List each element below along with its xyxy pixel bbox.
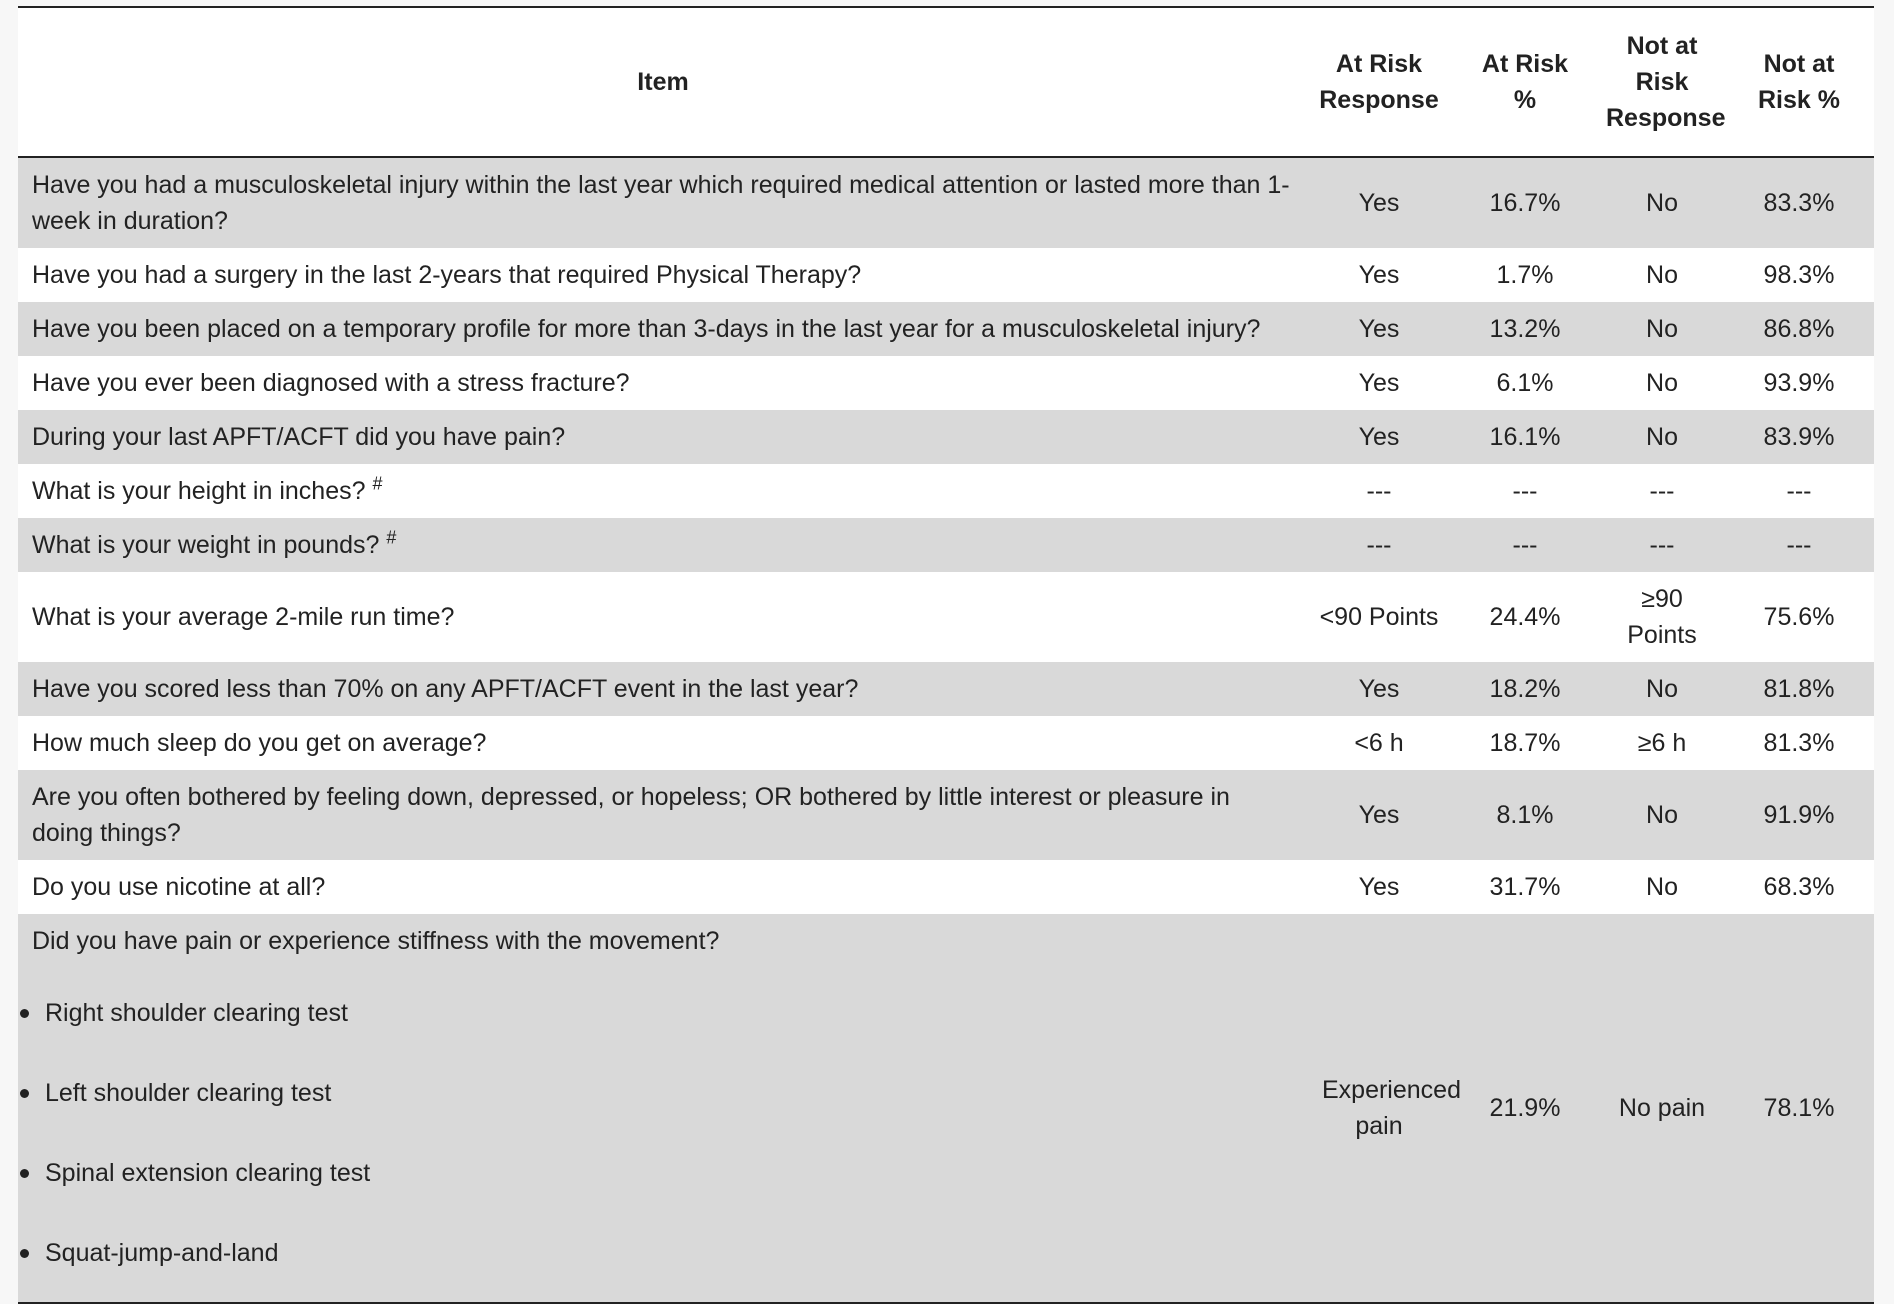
list-item bbox=[20, 1133, 1294, 1213]
cell-at-risk-pct: 13.2% bbox=[1450, 302, 1600, 356]
table-row bbox=[18, 248, 1874, 302]
list-item bbox=[20, 1053, 1294, 1133]
cell-item: During your last APFT/ACFT did you have pain? bbox=[18, 410, 1308, 464]
cell-not-at-risk-response: ≥90 Points bbox=[1600, 572, 1724, 662]
cell-at-risk-response: Experienced pain bbox=[1308, 914, 1450, 1303]
cell-item: Have you had a surgery in the last 2-years that required Physical Therapy? bbox=[18, 248, 1308, 302]
cell-not-at-risk-pct: 68.3% bbox=[1724, 860, 1874, 914]
cell-not-at-risk-response: --- bbox=[1600, 464, 1724, 518]
sub-item-list bbox=[32, 973, 1294, 1293]
sub-item-label: Right shoulder clearing test bbox=[45, 999, 348, 1027]
cell-at-risk-response: Yes bbox=[1308, 157, 1450, 248]
cell-at-risk-pct: 24.4% bbox=[1450, 572, 1600, 662]
cell-not-at-risk-pct: 81.8% bbox=[1724, 662, 1874, 716]
cell-at-risk-response: --- bbox=[1308, 464, 1450, 518]
cell-item bbox=[18, 914, 1308, 1303]
table-row bbox=[18, 770, 1874, 860]
item-text: Did you have pain or experience stiffness with the movement? bbox=[32, 927, 720, 955]
cell-not-at-risk-response: No bbox=[1600, 356, 1724, 410]
cell-not-at-risk-pct: 98.3% bbox=[1724, 248, 1874, 302]
header-item: Item bbox=[18, 7, 1308, 157]
cell-at-risk-pct: 16.1% bbox=[1450, 410, 1600, 464]
cell-not-at-risk-response: No bbox=[1600, 662, 1724, 716]
cell-item: How much sleep do you get on average? bbox=[18, 716, 1308, 770]
bullet-icon bbox=[20, 1009, 29, 1018]
item-text: What is your weight in pounds? bbox=[32, 531, 380, 559]
cell-not-at-risk-response: No bbox=[1600, 770, 1724, 860]
cell-at-risk-pct: 31.7% bbox=[1450, 860, 1600, 914]
cell-at-risk-pct: --- bbox=[1450, 464, 1600, 518]
list-item bbox=[20, 1213, 1294, 1293]
cell-at-risk-pct: 1.7% bbox=[1450, 248, 1600, 302]
bullet-icon bbox=[20, 1249, 29, 1258]
cell-item: Have you been placed on a temporary profile for more than 3-days in the last year for a musculoskeletal injury? bbox=[18, 302, 1308, 356]
header-not-at-risk-response: Not at Risk Response bbox=[1600, 7, 1724, 157]
cell-item: Have you scored less than 70% on any APFT/ACFT event in the last year? bbox=[18, 662, 1308, 716]
table-row bbox=[18, 302, 1874, 356]
cell-not-at-risk-response: No bbox=[1600, 157, 1724, 248]
risk-table-container bbox=[18, 6, 1874, 1304]
sub-item-label: Squat-jump-and-land bbox=[45, 1239, 279, 1267]
cell-at-risk-response: --- bbox=[1308, 518, 1450, 572]
cell-not-at-risk-pct: 83.3% bbox=[1724, 157, 1874, 248]
table-row bbox=[18, 716, 1874, 770]
cell-not-at-risk-pct: 83.9% bbox=[1724, 410, 1874, 464]
cell-item: Are you often bothered by feeling down, depressed, or hopeless; OR bothered by little interest or pleasure in doing things? bbox=[18, 770, 1308, 860]
cell-not-at-risk-pct: 78.1% bbox=[1724, 914, 1874, 1303]
header-row bbox=[18, 7, 1874, 157]
bullet-icon bbox=[20, 1169, 29, 1178]
cell-at-risk-pct: 16.7% bbox=[1450, 157, 1600, 248]
cell-not-at-risk-response: No bbox=[1600, 410, 1724, 464]
cell-not-at-risk-response: No bbox=[1600, 860, 1724, 914]
table-row bbox=[18, 464, 1874, 518]
cell-item bbox=[18, 464, 1308, 518]
cell-not-at-risk-response: No bbox=[1600, 302, 1724, 356]
cell-at-risk-response: Yes bbox=[1308, 248, 1450, 302]
header-at-risk-response: At Risk Response bbox=[1308, 7, 1450, 157]
header-at-risk-pct: At Risk % bbox=[1450, 7, 1600, 157]
table-row bbox=[18, 157, 1874, 248]
cell-at-risk-response: Yes bbox=[1308, 302, 1450, 356]
list-item bbox=[20, 973, 1294, 1053]
table-row bbox=[18, 662, 1874, 716]
cell-not-at-risk-pct: 75.6% bbox=[1724, 572, 1874, 662]
sub-item-label: Spinal extension clearing test bbox=[45, 1159, 371, 1187]
item-text: What is your height in inches? bbox=[32, 477, 366, 505]
cell-not-at-risk-pct: 86.8% bbox=[1724, 302, 1874, 356]
table-row bbox=[18, 572, 1874, 662]
cell-item: Have you ever been diagnosed with a stress fracture? bbox=[18, 356, 1308, 410]
cell-at-risk-pct: 8.1% bbox=[1450, 770, 1600, 860]
cell-at-risk-pct: 6.1% bbox=[1450, 356, 1600, 410]
cell-not-at-risk-pct: --- bbox=[1724, 464, 1874, 518]
cell-at-risk-response: Yes bbox=[1308, 356, 1450, 410]
cell-not-at-risk-response: --- bbox=[1600, 518, 1724, 572]
cell-item: Have you had a musculoskeletal injury within the last year which required medical attention or lasted more than 1-week in duration? bbox=[18, 157, 1308, 248]
cell-not-at-risk-response: No bbox=[1600, 248, 1724, 302]
cell-not-at-risk-response: ≥6 h bbox=[1600, 716, 1724, 770]
risk-table bbox=[18, 6, 1874, 1304]
cell-at-risk-response: <6 h bbox=[1308, 716, 1450, 770]
cell-at-risk-pct: 18.2% bbox=[1450, 662, 1600, 716]
header-not-at-risk-pct: Not at Risk % bbox=[1724, 7, 1874, 157]
cell-not-at-risk-pct: 91.9% bbox=[1724, 770, 1874, 860]
cell-not-at-risk-pct: 93.9% bbox=[1724, 356, 1874, 410]
cell-at-risk-response: Yes bbox=[1308, 860, 1450, 914]
table-row bbox=[18, 518, 1874, 572]
footnote-marker: # bbox=[372, 473, 383, 494]
cell-at-risk-response: Yes bbox=[1308, 410, 1450, 464]
table-row bbox=[18, 860, 1874, 914]
table-row bbox=[18, 356, 1874, 410]
cell-not-at-risk-pct: --- bbox=[1724, 518, 1874, 572]
bullet-icon bbox=[20, 1089, 29, 1098]
cell-item bbox=[18, 518, 1308, 572]
cell-not-at-risk-pct: 81.3% bbox=[1724, 716, 1874, 770]
cell-item: What is your average 2-mile run time? bbox=[18, 572, 1308, 662]
cell-at-risk-pct: 18.7% bbox=[1450, 716, 1600, 770]
cell-not-at-risk-response: No pain bbox=[1600, 914, 1724, 1303]
table-row-movement bbox=[18, 914, 1874, 1303]
sub-item-label: Left shoulder clearing test bbox=[45, 1079, 332, 1107]
cell-at-risk-response: <90 Points bbox=[1308, 572, 1450, 662]
cell-at-risk-pct: 21.9% bbox=[1450, 914, 1600, 1303]
cell-item: Do you use nicotine at all? bbox=[18, 860, 1308, 914]
cell-at-risk-response: Yes bbox=[1308, 770, 1450, 860]
cell-at-risk-response: Yes bbox=[1308, 662, 1450, 716]
cell-at-risk-pct: --- bbox=[1450, 518, 1600, 572]
footnote-marker: # bbox=[386, 527, 397, 548]
table-row bbox=[18, 410, 1874, 464]
